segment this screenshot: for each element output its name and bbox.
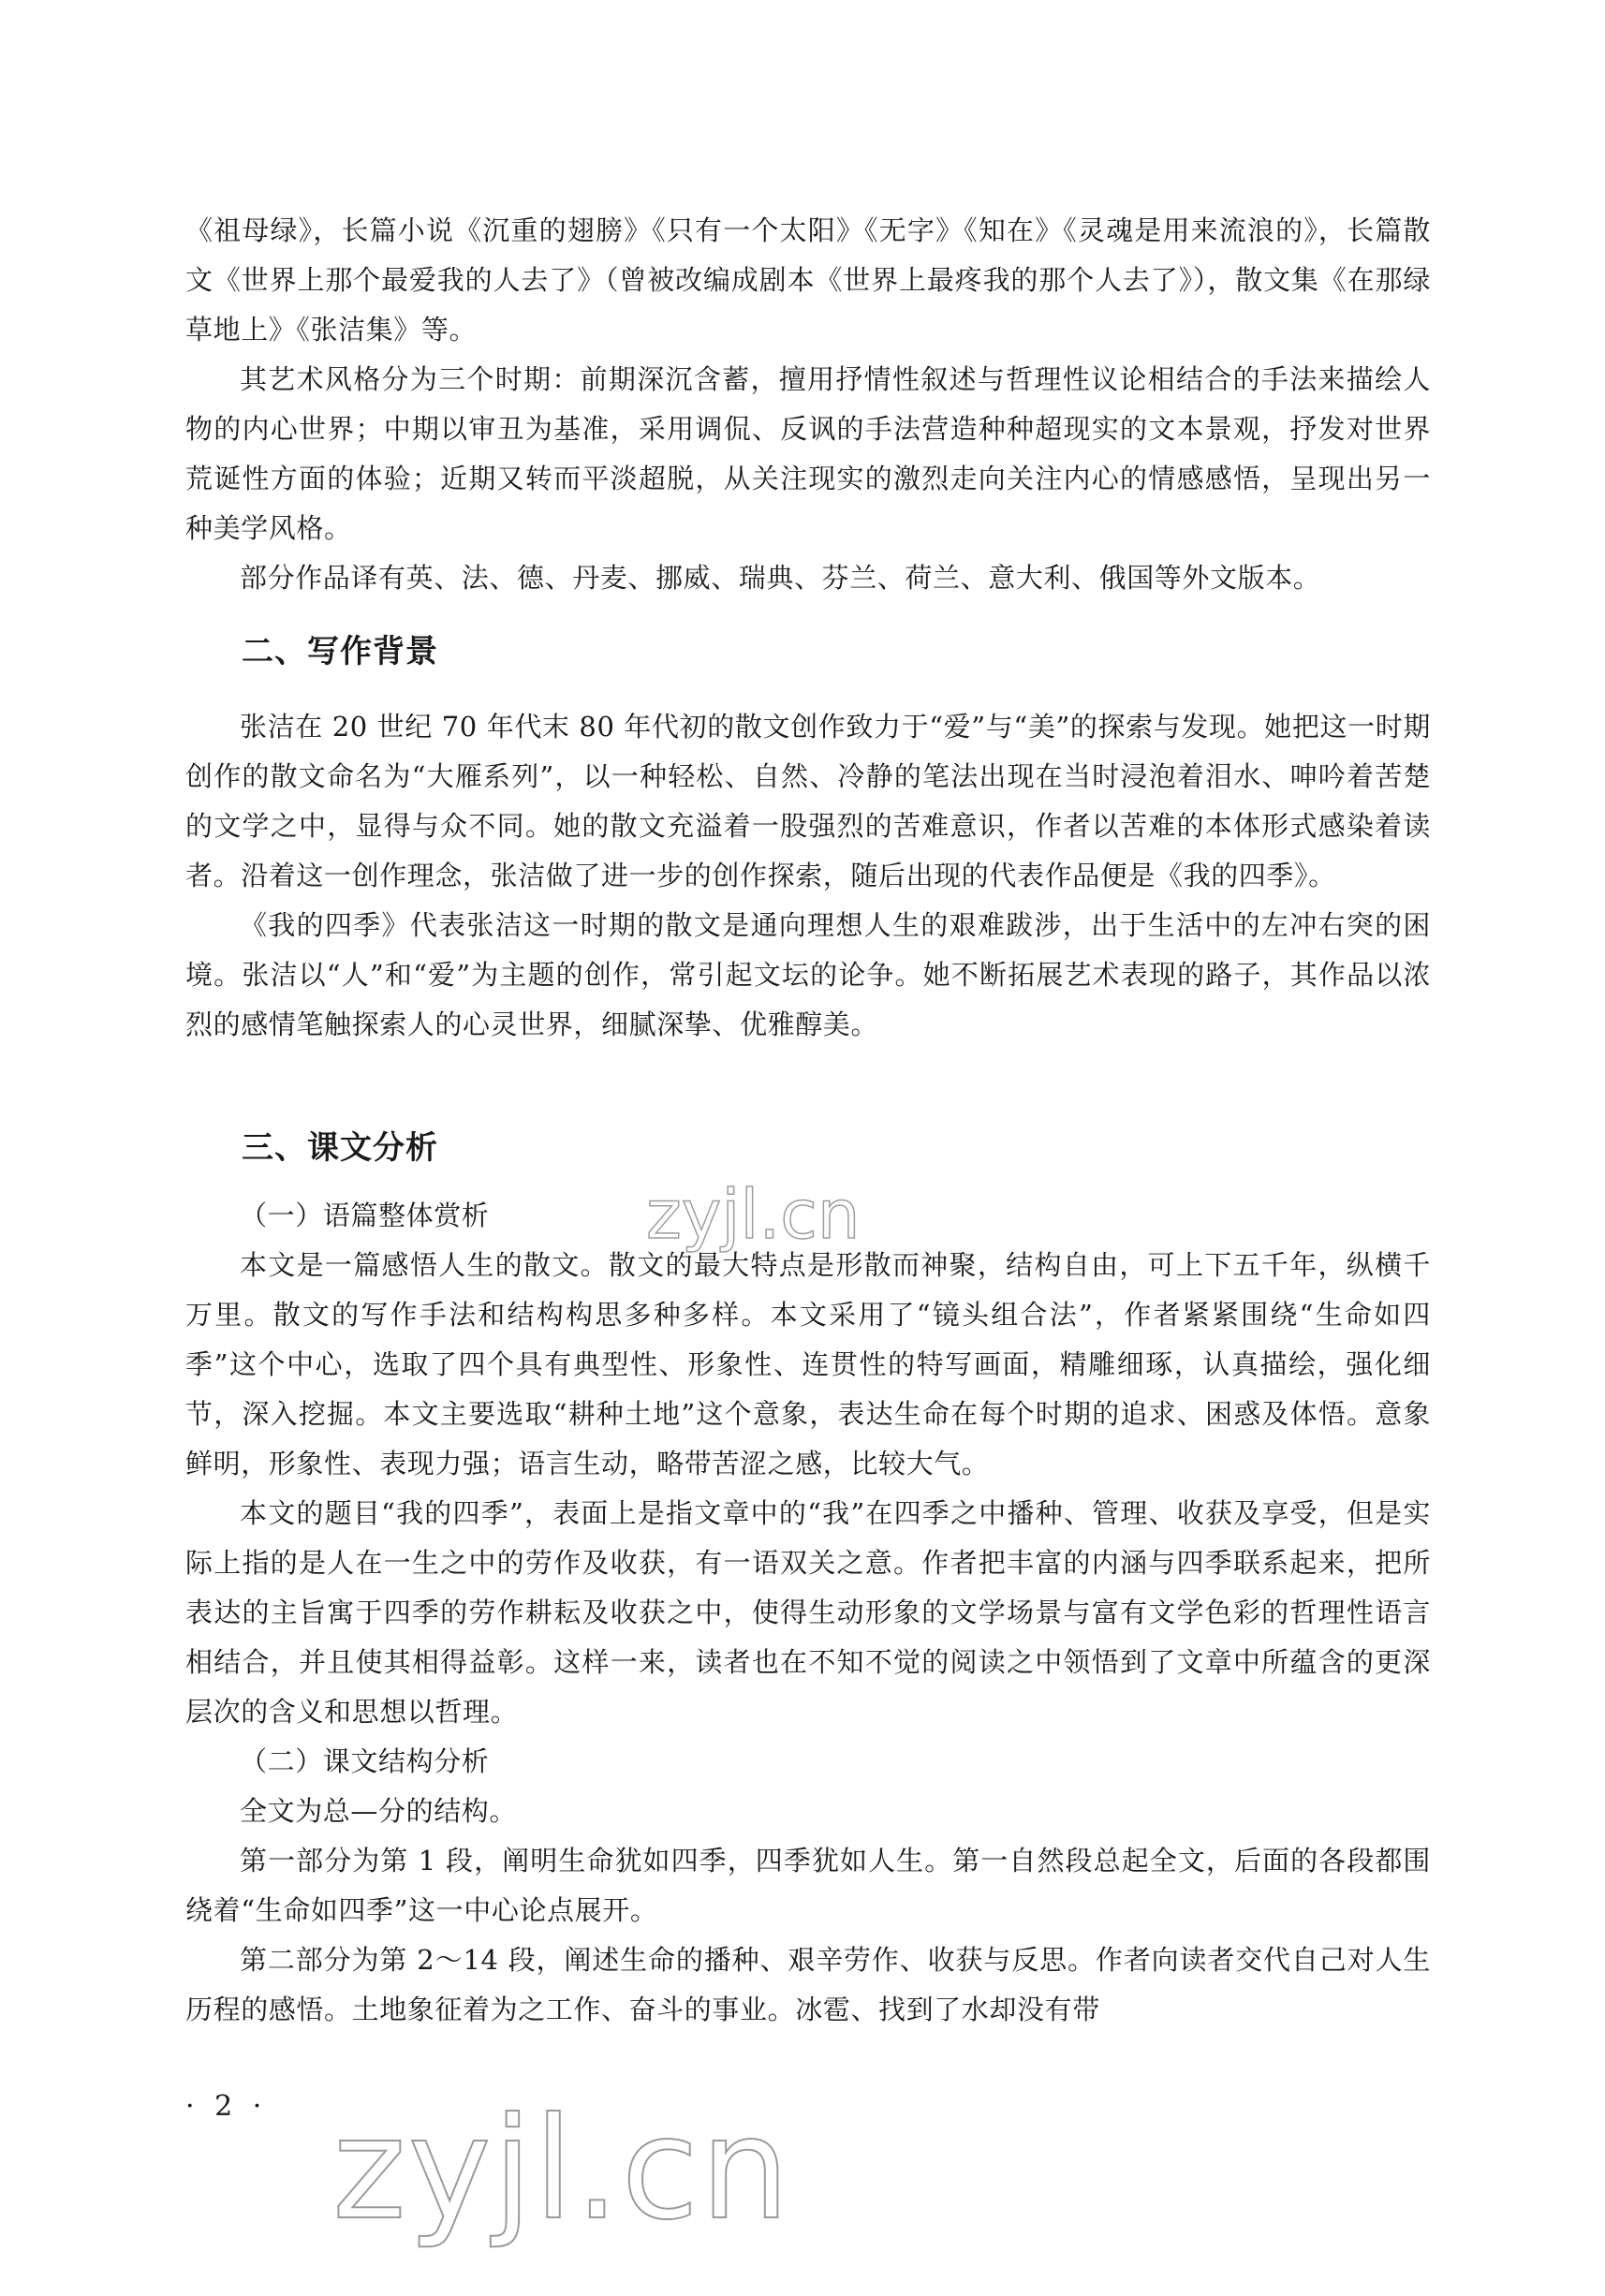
section3-paragraph-1: 本文是一篇感悟人生的散文。散文的最大特点是形散而神聚，结构自由，可上下五千年，纵横千万里。散文的写作手法和结构构思多种多样。本文采用了“镜头组合法”，作者紧紧围绕“生命如四季”这个中心，选取了四个具有典型性、形象性、连贯性的特写画面，精雕细琢，认真描绘，强化细节，深入挖掘。本文主要选取“耕种土地”这个意象，表达生命在每个时期的追求、困惑及体悟。意象鲜明，形象性、表现力强；语言生动，略带苦涩之感，比较大气。 [185,1249,1431,1479]
structure-paragraph-1: 全文为总—分的结构。 [240,1795,518,1827]
intro-paragraph-3: 部分作品译有英、法、德、丹麦、挪威、瑞典、芬兰、荷兰、意大利、俄国等外文版本。 [240,562,1321,594]
structure-paragraph-3: 第二部分为第 2～14 段，阐述生命的播种、艰辛劳作、收获与反思。作者向读者交代自己对人生历程的感悟。土地象征着为之工作、奋斗的事业。冰雹、找到了水却没有带 [185,1944,1431,2025]
structure-paragraph-2: 第一部分为第 1 段，阐明生命犹如四季，四季犹如人生。第一自然段总起全文，后面的各段都围绕着“生命如四季”这一中心论点展开。 [185,1845,1431,1926]
watermark-small: zyjl.cn [646,1175,861,1254]
subheading-overall-appreciation: （一）语篇整体赏析 [240,1200,490,1231]
section2-paragraph-2: 《我的四季》代表张洁这一时期的散文是通向理想人生的艰难跋涉，出于生活中的左冲右突的困境。张洁以“人”和“爱”为主题的创作，常引起文坛的论争。她不断拓展艺术表现的路子，其作品以浓烈的感情笔触探索人的心灵世界，细腻深挚、优雅醇美。 [185,909,1431,1040]
subheading-structure-analysis: （二）课文结构分析 [240,1745,490,1777]
section3-text [185,1191,1431,2035]
intro-paragraph-2: 其艺术风格分为三个时期：前期深沉含蓄，擅用抒情性叙述与哲理性议论相结合的手法来描绘人物的内心世界；中期以审丑为基准，采用调侃、反讽的手法营造种种超现实的文本景观，抒发对世界荒诞性方面的体验；近期又转而平淡超脱，从关注现实的激烈走向关注内心的情感感悟，呈现出另一种美学风格。 [185,363,1431,544]
section-heading-text-analysis: 三、课文分析 [242,1129,438,1167]
intro-paragraph-1: 《祖母绿》，长篇小说《沉重的翅膀》《只有一个太阳》《无字》《知在》《灵魂是用来流浪的》，长篇散文《世界上那个最爱我的人去了》（曾被改编成剧本《世界上最疼我的那个人去了》），散文集《在那绿草地上》《张洁集》等。 [185,214,1431,346]
intro-text [185,206,1431,603]
watermark-large: zyjl.cn [332,2088,792,2251]
section2-text [185,702,1431,1050]
section-heading-writing-background: 二、写作背景 [242,633,438,670]
section2-paragraph-1: 张洁在 20 世纪 70 年代末 80 年代初的散文创作致力于“爱”与“美”的探索与发现。她把这一时期创作的散文命名为“大雁系列”，以一种轻松、自然、冷静的笔法出现在当时浸泡着泪水、呻吟着苦楚的文学之中，显得与众不同。她的散文充溢着一股强烈的苦难意识，作者以苦难的本体形式感染着读者。沿着这一创作理念，张洁做了进一步的创作探索，随后出现的代表作品便是《我的四季》。 [185,711,1431,891]
section3-paragraph-2: 本文的题目“我的四季”，表面上是指文章中的“我”在四季之中播种、管理、收获及享受，但是实际上指的是人在一生之中的劳作及收获，有一语双关之意。作者把丰富的内涵与四季联系起来，把所表达的主旨寓于四季的劳作耕耘及收获之中，使得生动形象的文学场景与富有文学色彩的哲理性语言相结合，并且使其相得益彰。这样一来，读者也在不知不觉的阅读之中领悟到了文章中所蕴含的更深层次的含义和思想以哲理。 [185,1497,1431,1728]
page-number: · 2 · [185,2090,268,2123]
